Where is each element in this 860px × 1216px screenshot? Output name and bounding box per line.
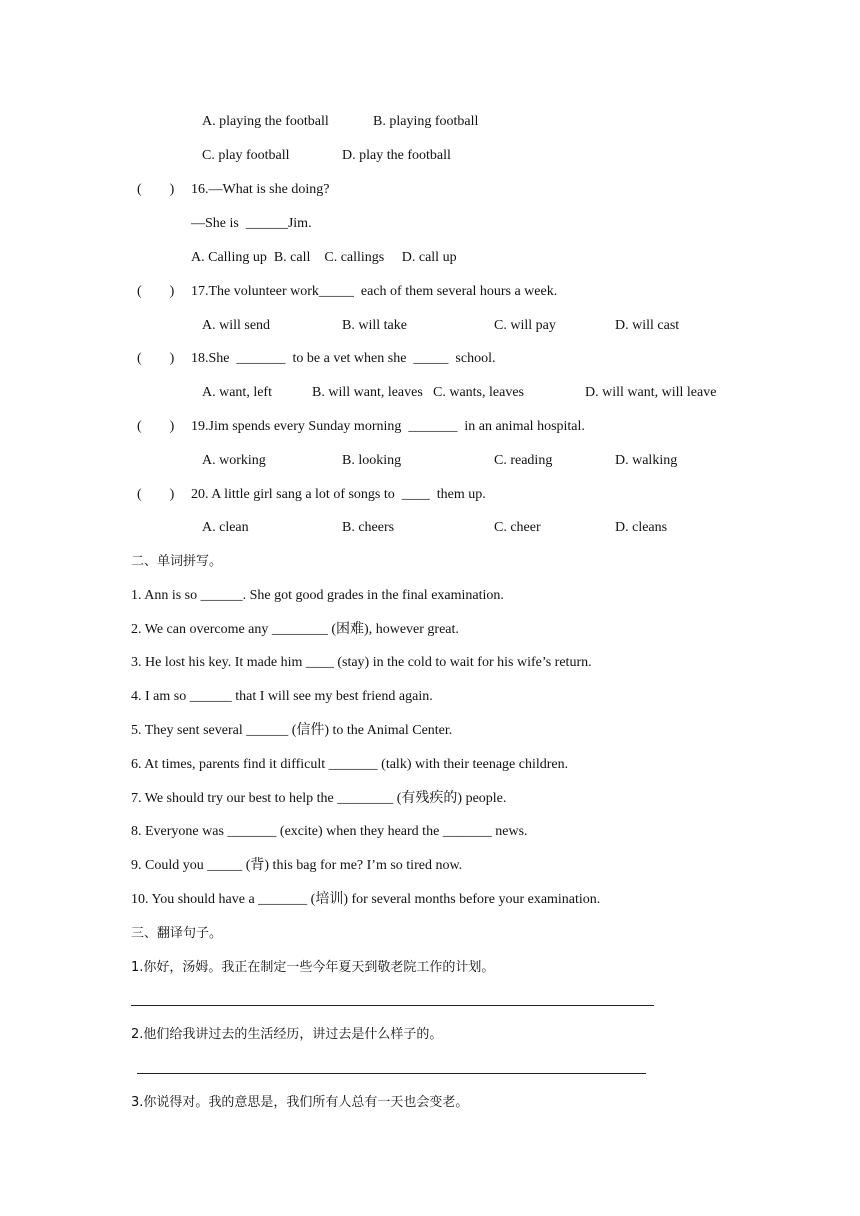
q19-answer-blank: ( ): [137, 419, 175, 434]
q20-option-b: B. cheers: [342, 520, 395, 535]
q18-answer-blank: ( ): [137, 351, 175, 366]
q20-option-a: A. clean: [202, 520, 249, 535]
q15-option-b: B. playing football: [373, 114, 479, 129]
q18-option-c: C. wants, leaves: [433, 385, 524, 400]
spelling-item-4: 4. I am so ______ that I will see my best friend again.: [131, 689, 433, 704]
q19-option-d: D. walking: [615, 453, 678, 468]
q18-stem: 18.She _______ to be a vet when she _____ school.: [191, 351, 496, 366]
spelling-item-9: 9. Could you _____ (背) this bag for me? I’m so tired now.: [131, 858, 463, 873]
q17-answer-blank: ( ): [137, 284, 175, 299]
q17-option-b: B. will take: [342, 318, 407, 333]
section-2-heading: 二、单词拼写。: [131, 554, 223, 569]
spelling-item-6: 6. At times, parents find it difficult _______ (talk) with their teenage children.: [131, 757, 569, 772]
q18-option-d: D. will want, will leave: [585, 385, 717, 400]
translation-item-1: 1.你好，汤姆。我正在制定一些今年夏天到敬老院工作的计划。: [131, 960, 495, 975]
spelling-item-10: 10. You should have a _______ (培训) for several months before your examination.: [131, 892, 601, 907]
spelling-item-5: 5. They sent several ______ (信件) to the Animal Center.: [131, 723, 453, 738]
q19-stem: 19.Jim spends every Sunday morning _______ in an animal hospital.: [191, 419, 585, 434]
q17-option-a: A. will send: [202, 318, 271, 333]
q16-options: A. Calling up B. call C. callings D. call up: [191, 250, 457, 265]
q18-option-b: B. will want, leaves: [312, 385, 423, 400]
q20-option-c: C. cheer: [494, 520, 541, 535]
q19-option-c: C. reading: [494, 453, 553, 468]
translation-item-3: 3.你说得对。我的意思是，我们所有人总有一天也会变老。: [131, 1095, 469, 1110]
spelling-item-1: 1. Ann is so ______. She got good grades in the final examination.: [131, 588, 504, 603]
q16-stem-2: —She is ______Jim.: [191, 216, 312, 231]
answer-line-1: [131, 1005, 654, 1006]
answer-line-2: [137, 1073, 646, 1074]
q16-answer-blank: ( ): [137, 182, 175, 197]
q20-answer-blank: ( ): [137, 487, 175, 502]
q18-option-a: A. want, left: [202, 385, 272, 400]
q20-stem: 20. A little girl sang a lot of songs to ____ them up.: [191, 487, 486, 502]
spelling-item-3: 3. He lost his key. It made him ____ (stay) in the cold to wait for his wife’s return.: [131, 655, 592, 670]
q17-option-c: C. will pay: [494, 318, 556, 333]
q20-option-d: D. cleans: [615, 520, 668, 535]
spelling-item-7: 7. We should try our best to help the ________ (有残疾的) people.: [131, 791, 507, 806]
q15-option-a: A. playing the football: [202, 114, 329, 129]
q15-option-c: C. play football: [202, 148, 290, 163]
section-3-heading: 三、翻译句子。: [131, 926, 223, 941]
q16-stem: 16.—What is she doing?: [191, 182, 330, 197]
spelling-item-2: 2. We can overcome any ________ (困难), however great.: [131, 622, 459, 637]
translation-item-2: 2.他们给我讲过去的生活经历，讲过去是什么样子的。: [131, 1027, 443, 1042]
q17-stem: 17.The volunteer work_____ each of them several hours a week.: [191, 284, 558, 299]
q19-option-b: B. looking: [342, 453, 402, 468]
q17-option-d: D. will cast: [615, 318, 680, 333]
spelling-item-8: 8. Everyone was _______ (excite) when they heard the _______ news.: [131, 824, 528, 839]
q15-option-d: D. play the football: [342, 148, 451, 163]
q19-option-a: A. working: [202, 453, 266, 468]
